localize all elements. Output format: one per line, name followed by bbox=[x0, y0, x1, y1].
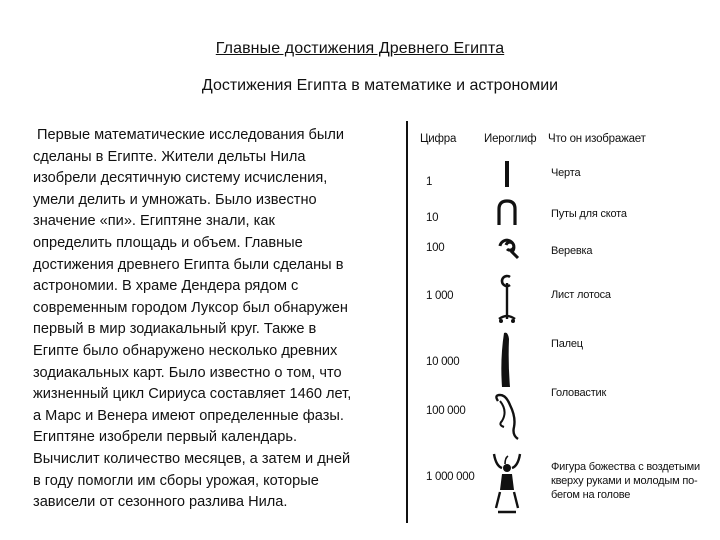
tadpole-glyph-icon bbox=[490, 391, 524, 441]
body-line: жизненный цикл Сириуса составляет 1460 лет, bbox=[33, 386, 352, 403]
rope-coil-glyph-icon bbox=[490, 232, 524, 260]
body-line: астрономии. В храме Дендера рядом с bbox=[33, 278, 299, 295]
body-line: определить площадь и объем. Главные bbox=[33, 234, 303, 251]
body-line: изобрели десятичную систему исчисления, bbox=[33, 170, 328, 187]
body-line: зодиакальных карт. Было известно о том, что bbox=[33, 364, 342, 381]
hobble-glyph-icon bbox=[490, 198, 524, 226]
glyph-description: Лист лотоса bbox=[551, 289, 611, 301]
stroke-glyph-icon bbox=[490, 159, 524, 189]
digit-value: 10 bbox=[426, 212, 439, 224]
finger-glyph-icon bbox=[490, 329, 524, 391]
section-subtitle: Достижения Египта в математике и астрономии bbox=[201, 77, 559, 94]
glyph-description: Веревка bbox=[551, 245, 593, 257]
glyph-description: Палец bbox=[551, 338, 583, 350]
body-paragraph bbox=[33, 125, 393, 514]
numerals-table bbox=[406, 121, 706, 523]
body-line: Египтяне изобрели первый календарь. bbox=[33, 429, 298, 446]
body-line: Египте было обнаружено несколько древних bbox=[33, 342, 338, 359]
header-depicts: Что он изображает bbox=[548, 133, 646, 145]
digit-value: 1 000 bbox=[426, 290, 454, 302]
page-title: Главные достижения Древнего Египта bbox=[215, 40, 505, 57]
glyph-description: Головастик bbox=[551, 387, 607, 399]
body-line: первый в мир зодиакальный круг. Также в bbox=[33, 321, 317, 338]
body-line: зависели от сезонного разлива Нила. bbox=[33, 494, 288, 511]
body-line: а Марс и Венера имеют определенные фазы. bbox=[33, 407, 344, 424]
header-hieroglyph: Иероглиф bbox=[484, 133, 537, 145]
body-line: современным городом Луксор был обнаружен bbox=[33, 299, 348, 316]
digit-value: 100 000 bbox=[426, 405, 466, 417]
lotus-glyph-icon bbox=[490, 269, 524, 325]
digit-value: 100 bbox=[426, 242, 445, 254]
glyph-description: Фигура божества с воздетыми кверху руками и молодым по-бегом на голове bbox=[551, 461, 700, 501]
body-line: значение «пи». Египтяне знали, как bbox=[33, 213, 275, 230]
body-line: сделаны в Египте. Жители дельты Нила bbox=[33, 148, 306, 165]
digit-value: 1 bbox=[426, 176, 433, 188]
body-line: в году помогли им сборы урожая, которые bbox=[33, 472, 319, 489]
body-line: Вычислит количество месяцев, а затем и дней bbox=[33, 450, 351, 467]
body-line: умели делить и умножать. Было известно bbox=[33, 191, 317, 208]
digit-value: 1 000 000 bbox=[426, 471, 475, 483]
glyph-description: Черта bbox=[551, 167, 581, 179]
body-line: Первые математические исследования были bbox=[37, 127, 345, 143]
body-line: достижения древнего Египта были сделаны в bbox=[33, 256, 344, 273]
god-glyph-icon bbox=[490, 446, 524, 518]
header-digit: Цифра bbox=[420, 133, 457, 145]
glyph-description: Путы для скота bbox=[551, 208, 627, 220]
table-divider bbox=[406, 121, 408, 523]
digit-value: 10 000 bbox=[426, 356, 460, 368]
